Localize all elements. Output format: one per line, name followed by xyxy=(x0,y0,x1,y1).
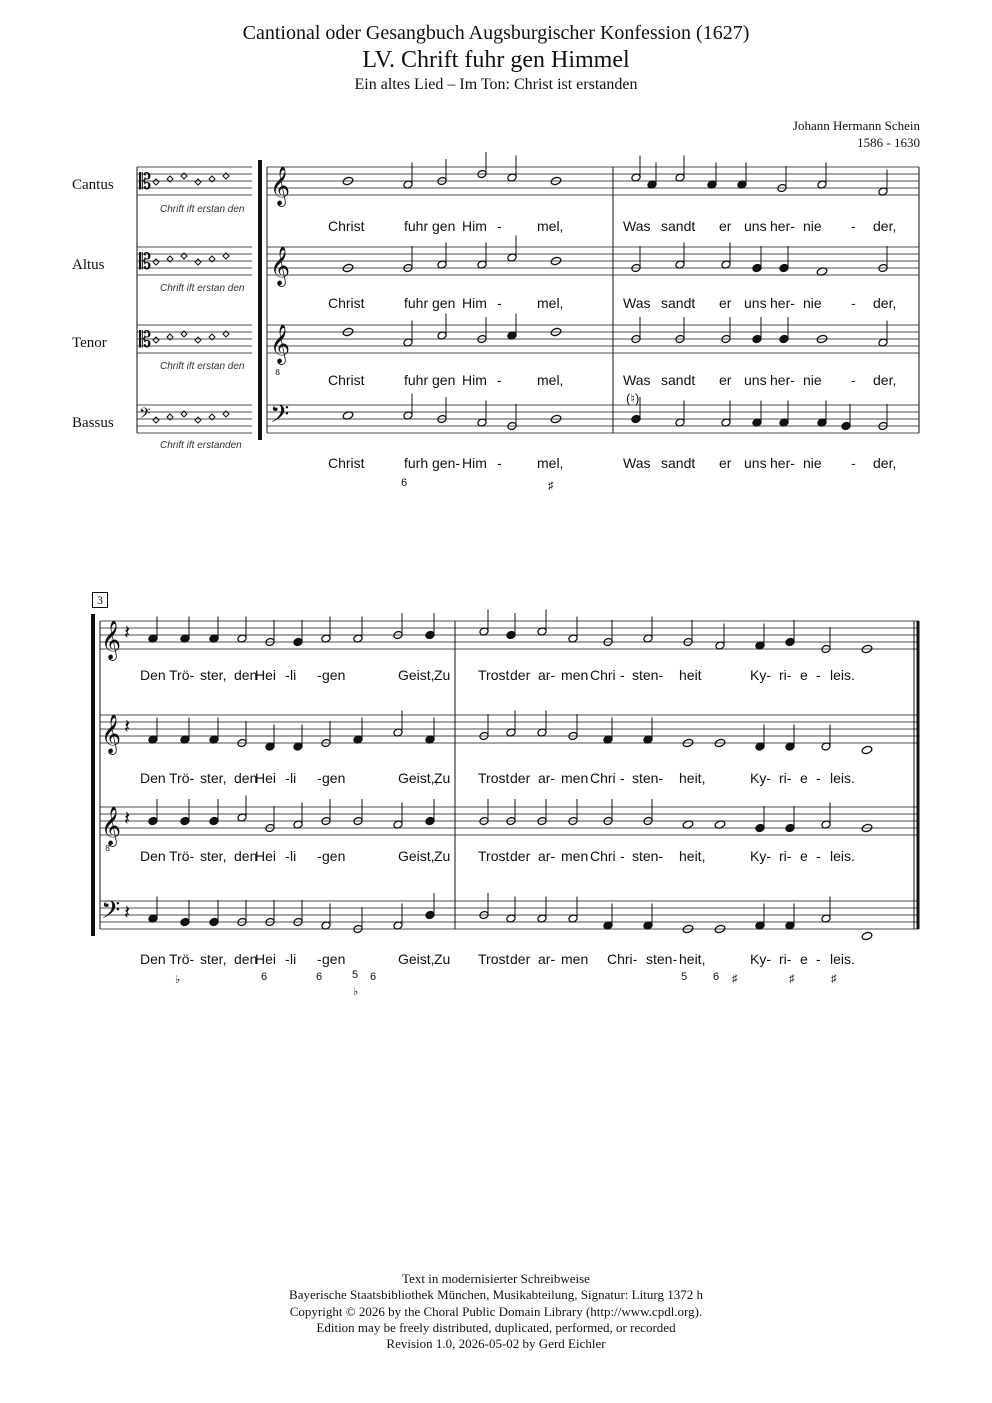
lyric-syllable: ster, xyxy=(200,667,227,683)
lyric-syllable: - xyxy=(851,372,856,388)
lyric-syllable: Ky- xyxy=(750,667,771,683)
lyric-syllable: heit, xyxy=(679,848,706,864)
lyric-syllable: her- xyxy=(770,218,795,234)
lyric-syllable: e xyxy=(800,667,808,683)
lyric-syllable: fuhr xyxy=(404,295,429,311)
lyric-syllable: nie xyxy=(803,218,822,234)
lyric-syllable: furh xyxy=(404,455,429,471)
bass-clef: 𝄢 xyxy=(270,400,290,435)
lyric-syllable: mel, xyxy=(537,455,564,471)
lyric-syllable: nie xyxy=(803,295,822,311)
lyric-syllable: - xyxy=(497,372,502,388)
footer-line-5: Revision 1.0, 2026-05-02 by Gerd Eichler xyxy=(386,1336,606,1352)
note xyxy=(861,745,873,755)
lyric-syllable: uns xyxy=(744,455,767,471)
figured-bass: 6 xyxy=(401,477,408,489)
lyric-syllable: er xyxy=(719,372,732,388)
lyric-syllable: ri- xyxy=(779,951,792,967)
figured-bass: 6 xyxy=(370,971,377,983)
incipit-note xyxy=(153,259,159,265)
lyric-syllable: gen xyxy=(322,667,346,683)
lyric-syllable: den xyxy=(234,667,258,683)
lyric-syllable: der xyxy=(510,770,531,786)
incipit-lyric-altus: Chrift ift erstan den xyxy=(160,283,245,294)
lyric-syllable: li xyxy=(290,770,297,786)
lyric-syllable: - xyxy=(317,951,322,967)
incipit-lyric-cantus: Chrift ift erstan den xyxy=(160,204,245,215)
figured-bass: ♯ xyxy=(831,973,837,985)
lyric-syllable: sandt xyxy=(661,455,696,471)
footer-line-1: Text in modernisierter Schreibweise xyxy=(402,1271,590,1286)
incipit-lyric-bassus: Chrift ift erstanden xyxy=(160,440,242,451)
figured-bass: 5 xyxy=(352,969,359,981)
lyric-syllable: heit, xyxy=(679,951,706,967)
lyric-syllable: ri- xyxy=(779,667,792,683)
lyric-syllable: - xyxy=(620,667,625,683)
bass-clef: 𝄢 xyxy=(101,896,121,931)
lyric-syllable: leis. xyxy=(830,667,855,683)
lyric-syllable: men xyxy=(561,667,589,683)
incipit-note xyxy=(153,417,159,423)
lyric-syllable: Hei xyxy=(255,848,277,864)
incipit-note xyxy=(195,337,201,343)
lyric-syllable: der xyxy=(510,951,531,967)
lyric-syllable: Zu xyxy=(434,848,451,864)
lyric-syllable: Christ xyxy=(328,455,365,471)
octave-mark: 8 xyxy=(105,844,111,853)
lyric-syllable: ri- xyxy=(779,848,792,864)
treble-clef: 𝄞 xyxy=(270,246,291,286)
lyric-syllable: e xyxy=(800,770,808,786)
lyric-syllable: Him xyxy=(462,295,487,311)
treble-clef: 𝄞 xyxy=(270,166,291,206)
lyric-syllable: mel, xyxy=(537,295,564,311)
lyric-syllable: Chri xyxy=(590,770,616,786)
lyric-syllable: ar- xyxy=(538,951,556,967)
staff-lines xyxy=(100,167,919,929)
lyric-syllable: men xyxy=(561,848,589,864)
quarter-rest: 𝄽 xyxy=(124,620,131,644)
lyric-syllable: sten- xyxy=(646,951,678,967)
figured-bass: ♭ xyxy=(353,986,359,998)
composer-dates: 1586 - 1630 xyxy=(857,135,920,150)
lyric-syllable: Geist,, xyxy=(398,770,439,786)
lyric-syllable: er xyxy=(719,295,732,311)
lyric-syllable: ar- xyxy=(538,770,556,786)
treble-clef: 𝄞 xyxy=(101,806,122,846)
lyric-syllable: Zu xyxy=(434,667,451,683)
footer-line-2: Bayerische Staatsbibliothek München, Musikabteilung, Signatur: Liturg 1372 h xyxy=(289,1287,703,1303)
lyric-syllable: - xyxy=(620,770,625,786)
figured-bass: 6 xyxy=(713,971,720,983)
lyric-syllable: fuhr xyxy=(404,372,429,388)
lyric-syllable: Trö- xyxy=(169,667,195,683)
footer-line-3: Copyright © 2026 by the Choral Public Domain Library (http://www.cpdl.org). xyxy=(289,1303,703,1319)
lyric-syllable: den xyxy=(234,848,258,864)
lyric-syllable: sten- xyxy=(632,848,664,864)
lyric-syllable: leis. xyxy=(830,848,855,864)
lyric-syllable: ster, xyxy=(200,770,227,786)
editorial-natural: (♮) xyxy=(626,391,640,406)
lyric-syllable: er xyxy=(719,455,732,471)
lyric-syllable: - xyxy=(620,848,625,864)
lyric-syllable: uns xyxy=(744,372,767,388)
lyric-syllable: heit, xyxy=(679,770,706,786)
lyric-syllable: - xyxy=(317,770,322,786)
lyric-syllable: Geist, xyxy=(398,848,435,864)
lyric-syllable: - xyxy=(497,295,502,311)
collection-subtitle: Cantional oder Gesangbuch Augsburgischer Konfession (1627) xyxy=(242,22,750,44)
lyric-syllable: der xyxy=(510,667,531,683)
figured-bass: 5 xyxy=(681,971,688,983)
lyric-syllable: Ky- xyxy=(750,770,771,786)
quarter-rest: 𝄽 xyxy=(124,714,131,738)
lyric-syllable: uns xyxy=(744,295,767,311)
part-name-altus: Altus xyxy=(72,257,105,273)
lyric-syllable: Zu xyxy=(434,770,451,786)
lyric-syllable: mel, xyxy=(537,372,564,388)
lyric-syllable: gen xyxy=(322,951,346,967)
lyric-syllable: li xyxy=(290,848,297,864)
lyric-syllable: gen xyxy=(432,218,456,234)
incipit-note xyxy=(195,179,201,185)
lyric-syllable: sandt xyxy=(661,218,696,234)
lyric-syllable: Zu xyxy=(434,951,451,967)
lyric-syllable: der, xyxy=(873,372,897,388)
treble-clef: 𝄞 xyxy=(101,620,122,660)
footer-line-4: Edition may be freely distributed, duplicated, performed, or recorded xyxy=(316,1319,676,1335)
lyric-syllable: - xyxy=(816,951,821,967)
lyric-syllable: - xyxy=(285,770,290,786)
lyric-syllable: der, xyxy=(873,455,897,471)
measure-number: 3 xyxy=(92,592,108,608)
treble-clef: 𝄞 xyxy=(270,324,291,364)
lyric-syllable: nie xyxy=(803,455,822,471)
lyric-syllable: gen xyxy=(322,770,346,786)
lyric-syllable: e xyxy=(800,951,808,967)
lyric-syllable: - xyxy=(317,667,322,683)
f-clef: 𝄢 xyxy=(139,405,151,426)
lyric-syllable: e xyxy=(800,848,808,864)
figured-bass: 6 xyxy=(261,971,268,983)
incipit-note xyxy=(195,417,201,423)
lyric-syllable: Him xyxy=(462,372,487,388)
lyric-syllable: gen xyxy=(432,372,456,388)
lyric-syllable: Den xyxy=(140,951,166,967)
lyric-syllable: - xyxy=(285,848,290,864)
lyric-syllable: ar- xyxy=(538,667,556,683)
treble-clef: 𝄞 xyxy=(101,714,122,754)
lyric-syllable: Den xyxy=(140,667,166,683)
lyric-syllable: sandt xyxy=(661,295,696,311)
lyric-syllable: Was xyxy=(623,295,651,311)
lyric-syllable: her- xyxy=(770,455,795,471)
lyric-syllable: fuhr xyxy=(404,218,429,234)
lyric-syllable: - xyxy=(816,770,821,786)
lyric-syllable: gen xyxy=(322,848,346,864)
lyric-syllable: ar- xyxy=(538,848,556,864)
lyric-syllable: Ky- xyxy=(750,951,771,967)
lyric-syllable: her- xyxy=(770,295,795,311)
lyric-syllable: den xyxy=(234,770,258,786)
lyric-syllable: - xyxy=(816,667,821,683)
lyric-syllable: Him xyxy=(462,218,487,234)
figured-bass: ♭ xyxy=(175,974,181,986)
lyric-syllable: Trö- xyxy=(169,848,195,864)
lyric-syllable: ster, xyxy=(200,848,227,864)
lyric-syllable: Chri- xyxy=(607,951,638,967)
lyric-syllable: Christ xyxy=(328,295,365,311)
lyric-syllable: sandt xyxy=(661,372,696,388)
lyric-syllable: men xyxy=(561,770,589,786)
c-clef: 𝄡 xyxy=(139,328,152,353)
note xyxy=(861,931,873,941)
footer xyxy=(0,1271,992,1352)
incipit-note xyxy=(153,179,159,185)
lyric-syllable: Trost xyxy=(478,667,510,683)
incipit-lyric-tenor: Chrift ift erstan den xyxy=(160,361,245,372)
lyric-syllable: der, xyxy=(873,295,897,311)
lyric-syllable: leis. xyxy=(830,951,855,967)
lyric-syllable: Him xyxy=(462,455,487,471)
lyric-syllable: sten- xyxy=(632,667,664,683)
figured-bass: 6 xyxy=(316,971,323,983)
lyric-syllable: Geist, xyxy=(398,667,435,683)
lyric-syllable: her- xyxy=(770,372,795,388)
quarter-rest: 𝄽 xyxy=(124,806,131,830)
lyric-syllable: Hei xyxy=(255,770,277,786)
incipit-note xyxy=(195,259,201,265)
lyric-syllable: Chri xyxy=(590,848,616,864)
lyric-syllable: heit xyxy=(679,667,702,683)
lyric-syllable: - xyxy=(816,848,821,864)
lyric-syllable: Trö- xyxy=(169,951,195,967)
lyric-syllable: Hei xyxy=(255,667,277,683)
lyric-syllable: - xyxy=(317,848,322,864)
octave-mark: 8 xyxy=(275,368,281,377)
lyric-syllable: Was xyxy=(623,218,651,234)
lyric-syllable: den xyxy=(234,951,258,967)
lyric-syllable: mel, xyxy=(537,218,564,234)
lyric-syllable: Trost xyxy=(478,848,510,864)
lyric-syllable: er xyxy=(719,218,732,234)
lyric-syllable: ster, xyxy=(200,951,227,967)
figured-bass: ♯ xyxy=(732,973,738,985)
lyric-syllable: - xyxy=(851,218,856,234)
part-name-bassus: Bassus xyxy=(72,415,114,431)
lyric-syllable: Chri xyxy=(590,667,616,683)
lyric-syllable: men xyxy=(561,951,589,967)
figured-bass: ♯ xyxy=(789,973,795,985)
lyric-syllable: li xyxy=(290,667,297,683)
lyric-syllable: der, xyxy=(873,218,897,234)
composer-name: Johann Hermann Schein xyxy=(792,118,920,133)
lyric-syllable: sten- xyxy=(632,770,664,786)
lyric-syllable: Trost xyxy=(478,951,510,967)
lyric-syllable: Ky- xyxy=(750,848,771,864)
tune-note: Ein altes Lied – Im Ton: Christ ist erstanden xyxy=(354,76,638,93)
figured-bass: ♯ xyxy=(548,480,554,492)
lyric-syllable: ri- xyxy=(779,770,792,786)
lyric-syllable: Den xyxy=(140,848,166,864)
part-name-tenor: Tenor xyxy=(72,335,107,351)
lyric-syllable: gen- xyxy=(432,455,461,471)
lyric-syllable: - xyxy=(851,455,856,471)
lyric-syllable: - xyxy=(285,667,290,683)
c-clef: 𝄡 xyxy=(139,170,152,195)
incipit-note xyxy=(153,337,159,343)
lyric-syllable: - xyxy=(285,951,290,967)
lyric-syllable: leis. xyxy=(830,770,855,786)
lyric-syllable: Was xyxy=(623,455,651,471)
lyric-syllable: li xyxy=(290,951,297,967)
piece-title: LV. Chrift fuhr gen Himmel xyxy=(362,47,630,73)
part-name-cantus: Cantus xyxy=(72,177,114,193)
lyric-syllable: Geist, xyxy=(398,951,435,967)
lyric-syllable: Trost xyxy=(478,770,510,786)
lyric-syllable: - xyxy=(851,295,856,311)
lyric-syllable: gen xyxy=(432,295,456,311)
quarter-rest: 𝄽 xyxy=(124,900,131,924)
lyric-syllable: uns xyxy=(744,218,767,234)
lyric-syllable: Den xyxy=(140,770,166,786)
lyric-syllable: Hei xyxy=(255,951,277,967)
lyric-syllable: Christ xyxy=(328,218,365,234)
lyric-syllable: - xyxy=(497,218,502,234)
lyric-syllable: der xyxy=(510,848,531,864)
lyric-syllable: - xyxy=(497,455,502,471)
lyric-syllable: nie xyxy=(803,372,822,388)
lyric-syllable: Trö- xyxy=(169,770,195,786)
lyric-syllable: Christ xyxy=(328,372,365,388)
lyric-syllable: Was xyxy=(623,372,651,388)
c-clef: 𝄡 xyxy=(139,250,152,275)
